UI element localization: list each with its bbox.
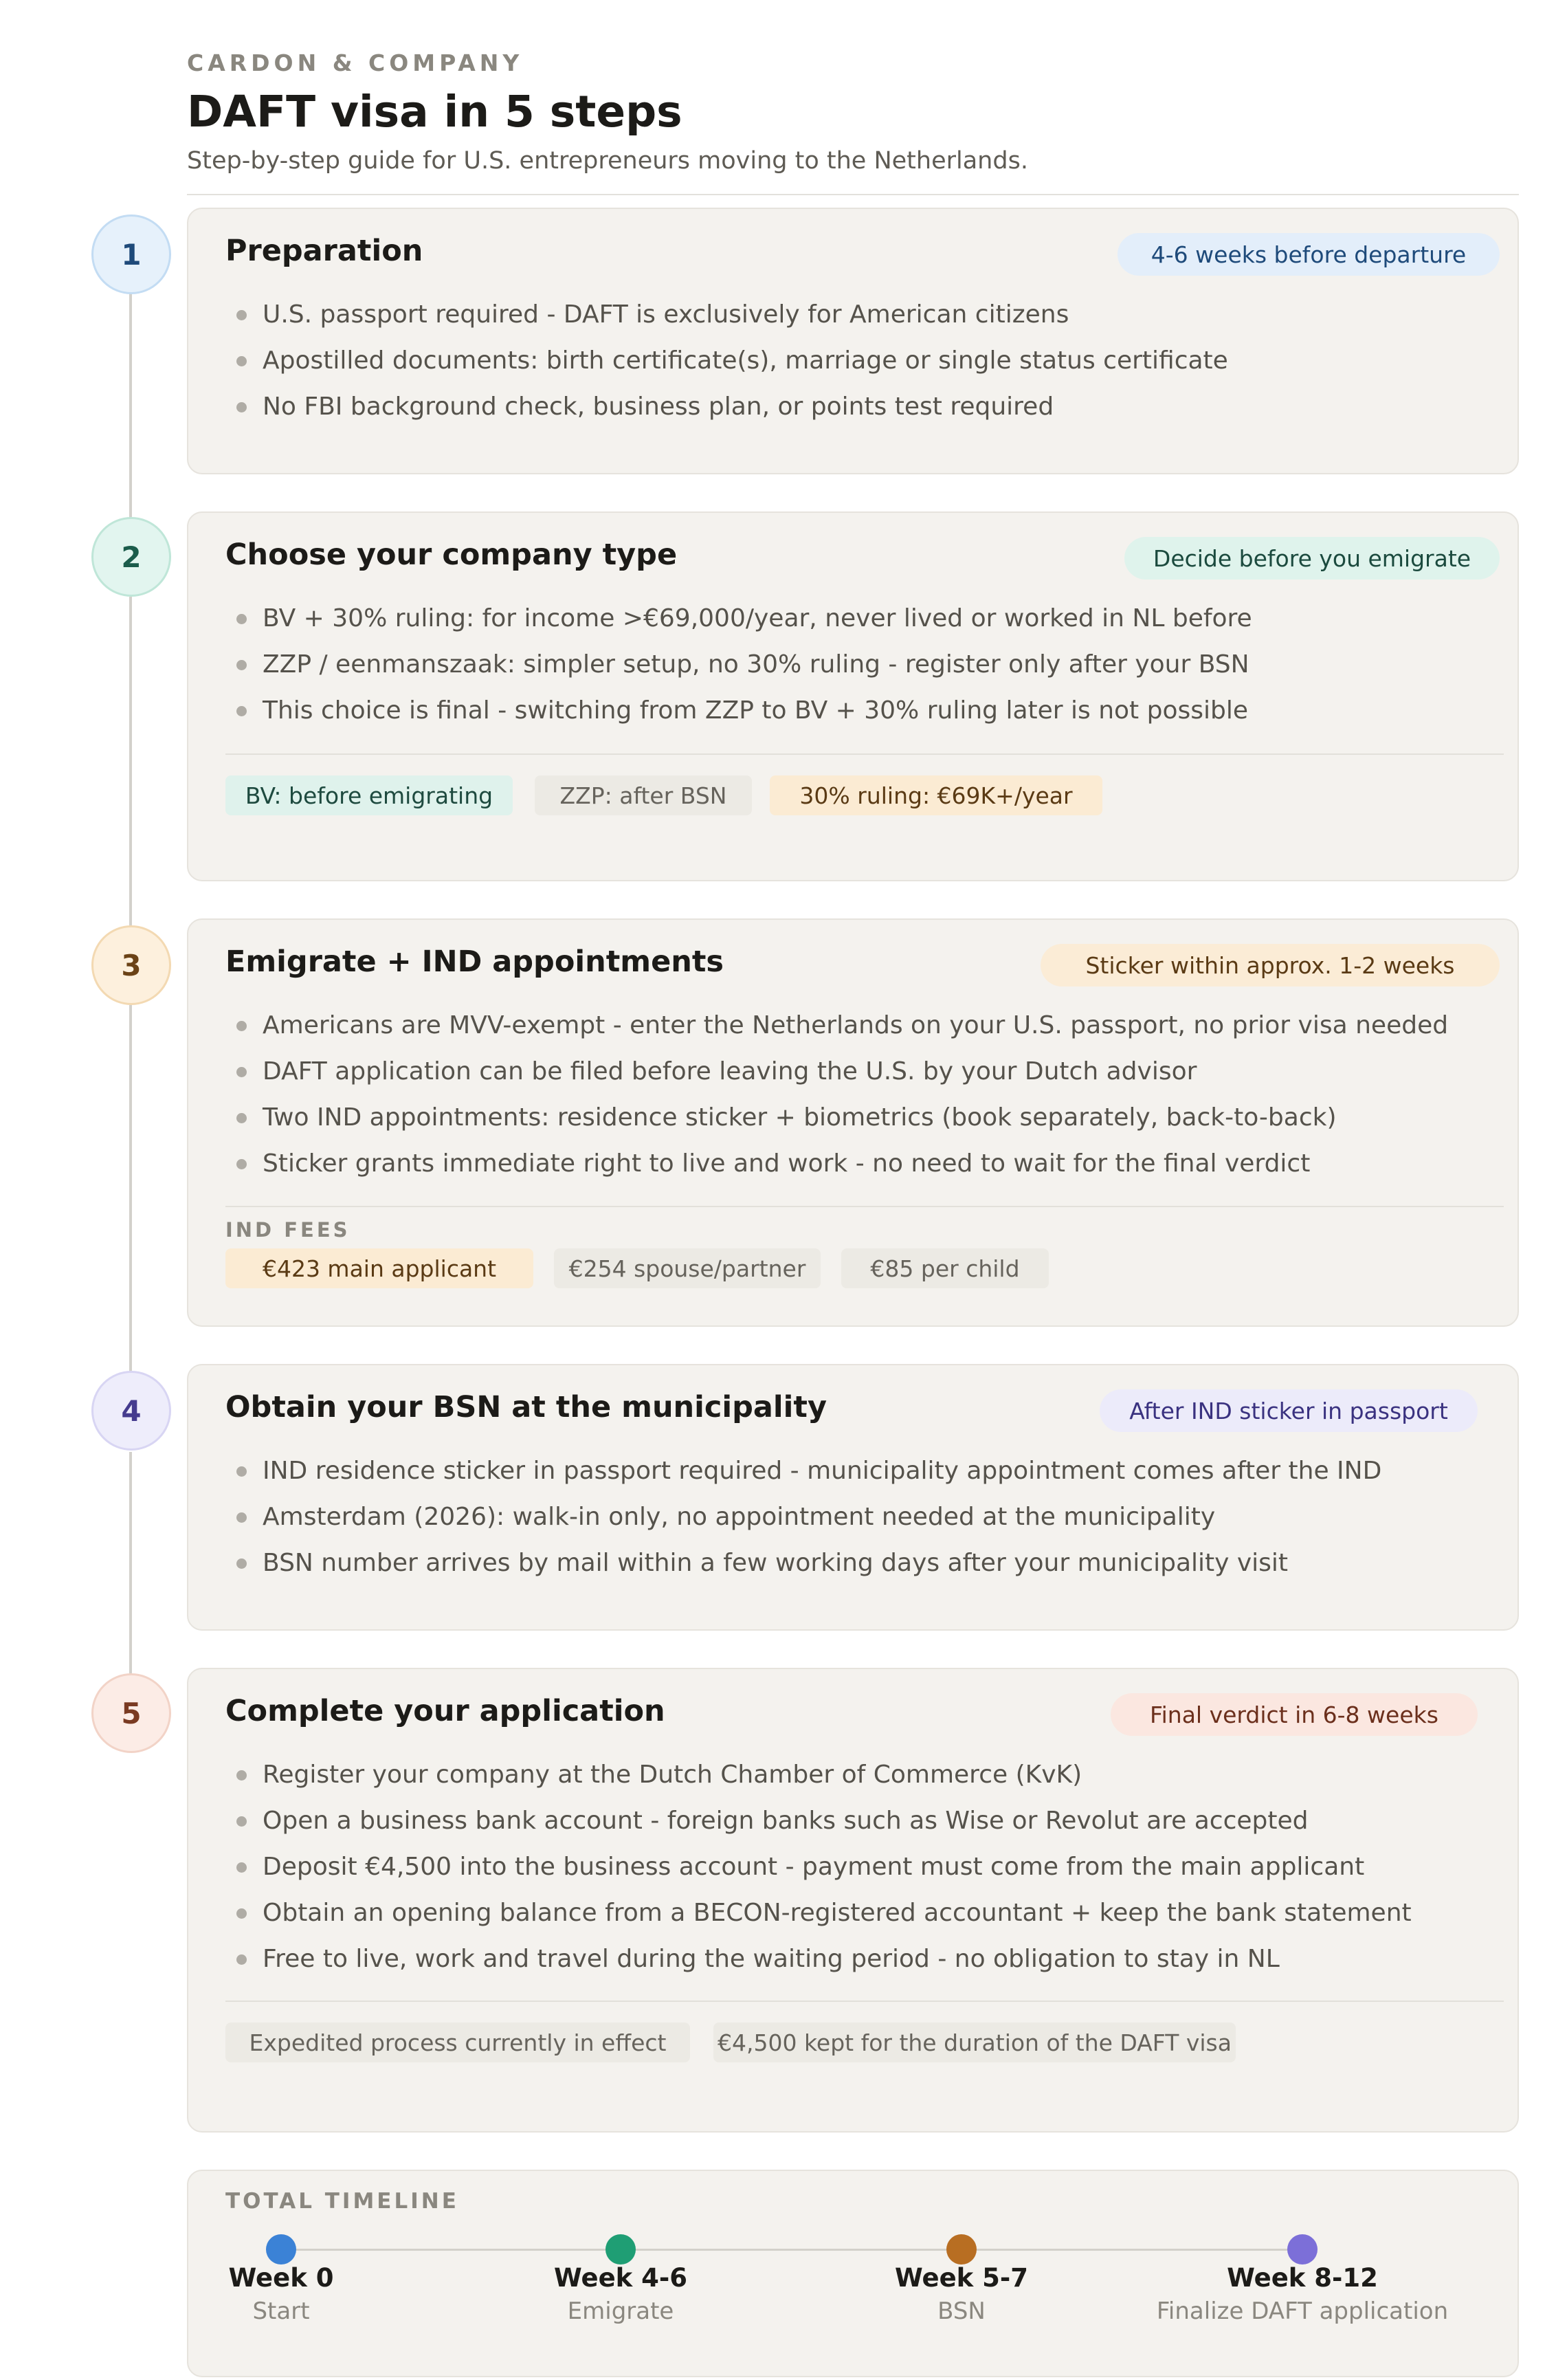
step-card-company-type xyxy=(187,511,1519,881)
card-divider xyxy=(225,1206,1504,1207)
milestone-label: BSN xyxy=(937,2298,986,2325)
step-timing-badge: 4-6 weeks before departure xyxy=(1118,233,1500,276)
list-item: ZZP / eenmanszaak: simpler setup, no 30% ruling - register only after your BSN xyxy=(225,648,1252,694)
step-title: Emigrate + IND appointments xyxy=(225,945,724,979)
bullet-icon xyxy=(236,660,247,670)
bullet-icon xyxy=(236,1067,247,1077)
step-card-emigrate xyxy=(187,918,1519,1327)
step-bullet-list xyxy=(225,298,1228,437)
step-number-3: 3 xyxy=(91,925,171,1005)
list-item: Americans are MVV-exempt - enter the Netherlands on your U.S. passport, no prior visa needed xyxy=(225,1009,1448,1055)
list-item: Deposit €4,500 into the business account - payment must come from the main applicant xyxy=(225,1851,1412,1897)
bullet-icon xyxy=(236,706,247,716)
bullet-icon xyxy=(236,1816,247,1827)
milestone-label: Emigrate xyxy=(567,2298,674,2325)
ruling-threshold-chip: 30% ruling: €69K+/year xyxy=(770,775,1102,815)
step-number-5: 5 xyxy=(91,1673,171,1753)
bullet-icon xyxy=(236,310,247,320)
milestone-marker-bsn xyxy=(946,2234,977,2265)
step-bullet-list xyxy=(225,1759,1412,1989)
step-card-complete-application xyxy=(187,1668,1519,2133)
step-timing-badge: Decide before you emigrate xyxy=(1124,537,1500,580)
list-item: Amsterdam (2026): walk-in only, no appointment needed at the municipality xyxy=(225,1501,1381,1547)
milestone-label: Start xyxy=(252,2298,310,2325)
fees-label: IND FEES xyxy=(225,1218,351,1242)
list-item: Sticker grants immediate right to live and work - no need to wait for the final verdict xyxy=(225,1147,1448,1193)
bullet-icon xyxy=(236,1466,247,1477)
bullet-icon xyxy=(236,1558,247,1569)
step-title: Complete your application xyxy=(225,1694,665,1728)
step-title: Obtain your BSN at the municipality xyxy=(225,1390,827,1424)
fee-chip-spouse: €254 spouse/partner xyxy=(554,1248,821,1288)
step-title: Choose your company type xyxy=(225,538,678,572)
step-bullet-list xyxy=(225,1455,1381,1593)
list-item: IND residence sticker in passport required - municipality appointment comes after the IND xyxy=(225,1455,1381,1501)
step-timing-badge: Sticker within approx. 1-2 weeks xyxy=(1041,944,1500,987)
milestone-label: Finalize DAFT application xyxy=(1156,2298,1449,2325)
step-timing-badge: Final verdict in 6-8 weeks xyxy=(1111,1693,1478,1736)
step-timing-badge: After IND sticker in passport xyxy=(1100,1389,1478,1432)
step-card-preparation xyxy=(187,208,1519,474)
step-bullet-list xyxy=(225,602,1252,740)
step-bullet-list xyxy=(225,1009,1448,1193)
list-item: Obtain an opening balance from a BECON-registered accountant + keep the bank statement xyxy=(225,1897,1412,1943)
list-item: No FBI background check, business plan, or points test required xyxy=(225,390,1228,437)
bullet-icon xyxy=(236,1512,247,1523)
timeline-rail xyxy=(129,597,132,928)
list-item: This choice is final - switching from ZZP to BV + 30% ruling later is not possible xyxy=(225,694,1252,740)
fee-chip-main-applicant: €423 main applicant xyxy=(225,1248,533,1288)
bullet-icon xyxy=(236,1862,247,1873)
company-type-chip-bv: BV: before emigrating xyxy=(225,775,513,815)
bullet-icon xyxy=(236,1159,247,1169)
bullet-icon xyxy=(236,1954,247,1965)
fee-chip-child: €85 per child xyxy=(841,1248,1049,1288)
list-item: Apostilled documents: birth certificate(s), marriage or single status certificate xyxy=(225,344,1228,390)
step-number-1: 1 xyxy=(91,214,171,294)
card-divider xyxy=(225,2001,1504,2002)
header-divider xyxy=(187,194,1519,195)
milestone-week: Week 5-7 xyxy=(894,2263,1028,2293)
milestone-week: Week 4-6 xyxy=(553,2263,687,2293)
company-type-chip-zzp: ZZP: after BSN xyxy=(535,775,752,815)
list-item: DAFT application can be filed before leaving the U.S. by your Dutch advisor xyxy=(225,1055,1448,1101)
page-subtitle: Step-by-step guide for U.S. entrepreneurs moving to the Netherlands. xyxy=(187,147,1028,175)
step-number-2: 2 xyxy=(91,517,171,597)
step-title: Preparation xyxy=(225,234,423,268)
timeline-rail xyxy=(129,282,132,518)
list-item: Open a business bank account - foreign banks such as Wise or Revolut are accepted xyxy=(225,1805,1412,1851)
timeline-rail xyxy=(129,1452,132,1680)
total-timeline-card xyxy=(187,2170,1519,2377)
timeline-track xyxy=(281,2249,1304,2251)
step-number-4: 4 xyxy=(91,1371,171,1451)
card-divider xyxy=(225,753,1504,755)
bullet-icon xyxy=(236,402,247,412)
list-item: BV + 30% ruling: for income >€69,000/year, never lived or worked in NL before xyxy=(225,602,1252,648)
bullet-icon xyxy=(236,1021,247,1031)
timeline-label: TOTAL TIMELINE xyxy=(225,2189,459,2214)
milestone-week: Week 0 xyxy=(228,2263,334,2293)
bullet-icon xyxy=(236,356,247,366)
milestone-marker-finalize xyxy=(1287,2234,1318,2265)
bullet-icon xyxy=(236,614,247,624)
milestone-week: Week 8-12 xyxy=(1227,2263,1378,2293)
milestone-marker-emigrate xyxy=(605,2234,636,2265)
list-item: Register your company at the Dutch Chamber of Commerce (KvK) xyxy=(225,1759,1412,1805)
list-item: Free to live, work and travel during the waiting period - no obligation to stay in NL xyxy=(225,1943,1412,1989)
timeline-rail xyxy=(129,1005,132,1374)
deposit-info-chip: €4,500 kept for the duration of the DAFT visa xyxy=(713,2023,1236,2062)
bullet-icon xyxy=(236,1770,247,1781)
page-title: DAFT visa in 5 steps xyxy=(187,87,682,137)
bullet-icon xyxy=(236,1113,247,1123)
step-card-bsn xyxy=(187,1364,1519,1631)
milestone-marker-start xyxy=(266,2234,296,2265)
list-item: U.S. passport required - DAFT is exclusively for American citizens xyxy=(225,298,1228,344)
list-item: Two IND appointments: residence sticker + biometrics (book separately, back-to-back) xyxy=(225,1101,1448,1147)
bullet-icon xyxy=(236,1908,247,1919)
list-item: BSN number arrives by mail within a few working days after your municipality visit xyxy=(225,1547,1381,1593)
process-status-chip: Expedited process currently in effect xyxy=(225,2023,690,2062)
brand-name: CARDON & COMPANY xyxy=(187,49,524,76)
